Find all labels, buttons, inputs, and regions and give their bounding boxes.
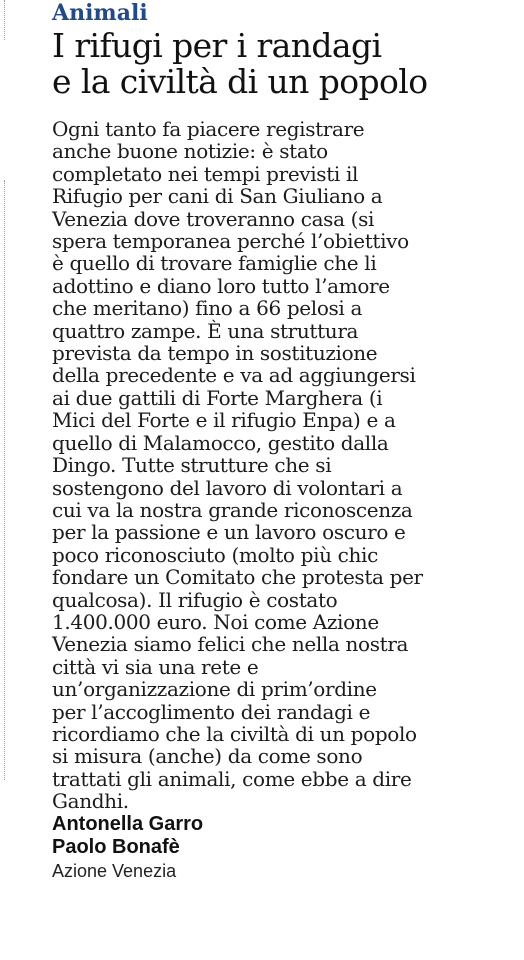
body-line: Venezia siamo felici che nella nostra	[52, 632, 409, 657]
body-line: anche buone notizie: è stato	[52, 139, 328, 164]
body-line: spera temporanea perché l’obiettivo	[52, 229, 409, 254]
body-line: qualcosa). Il rifugio è costato	[52, 587, 338, 612]
body-line: si misura (anche) da come sono	[52, 744, 363, 769]
headline-line: I rifugi per i randagi	[52, 26, 382, 65]
body-line: quattro zampe. È una struttura	[52, 318, 359, 343]
headline	[52, 28, 512, 100]
page-edge-dotted-line	[4, 0, 6, 40]
body-line: Gandhi.	[52, 789, 129, 814]
body-line: trattati gli animali, come ebbe a dire	[52, 766, 412, 791]
body-line: Rifugio per cani di San Giuliano a	[52, 184, 383, 209]
body-line: Mici del Forte e il rifugio Enpa) e a	[52, 408, 396, 433]
body-line: città vi sia una rete e	[52, 654, 259, 679]
body-line: per la passione e un lavoro oscuro e	[52, 520, 406, 545]
signature-block	[52, 813, 512, 883]
letter-article	[52, 0, 512, 883]
body-line: per l’accoglimento dei randagi e	[52, 699, 371, 724]
body-line: Dingo. Tutte strutture che si	[52, 453, 332, 478]
body-line: cui va la nostra grande riconoscenza	[52, 497, 413, 522]
body-line: un’organizzazione di prim’ordine	[52, 677, 377, 702]
author-name: Antonella Garro	[52, 812, 204, 835]
article-body	[52, 118, 512, 813]
section-label: Animali	[52, 0, 148, 26]
body-line: prevista da tempo in sostituzione	[52, 341, 378, 366]
body-line: poco riconosciuto (molto più chic	[52, 542, 378, 567]
body-line: ricordiamo che la civiltà di un popolo	[52, 721, 417, 746]
body-line: quello di Malamocco, gestito dalla	[52, 430, 389, 455]
body-line: sostengono del lavoro di volontari a	[52, 475, 403, 500]
body-line: adottino e diano loro tutto l’amore	[52, 273, 390, 298]
body-line: che meritano) fino a 66 pelosi a	[52, 296, 363, 321]
body-line: è quello di trovare famiglie che li	[52, 251, 377, 276]
body-line: 1.400.000 euro. Noi come Azione	[52, 609, 379, 634]
body-line: completato nei tempi previsti il	[52, 161, 359, 186]
body-line: Venezia dove troveranno casa (si	[52, 206, 375, 231]
headline-line: e la civiltà di un popolo	[52, 62, 428, 101]
body-line: Ogni tanto fa piacere registrare	[52, 117, 365, 141]
page-edge-dotted-line	[4, 180, 6, 780]
body-line: della precedente e va ad aggiungersi	[52, 363, 416, 388]
author-organization: Azione Venezia	[52, 860, 177, 881]
body-line: fondare un Comitato che protesta per	[52, 565, 423, 590]
body-line: ai due gattili di Forte Marghera (i	[52, 385, 383, 410]
author-name: Paolo Bonafè	[52, 835, 180, 858]
